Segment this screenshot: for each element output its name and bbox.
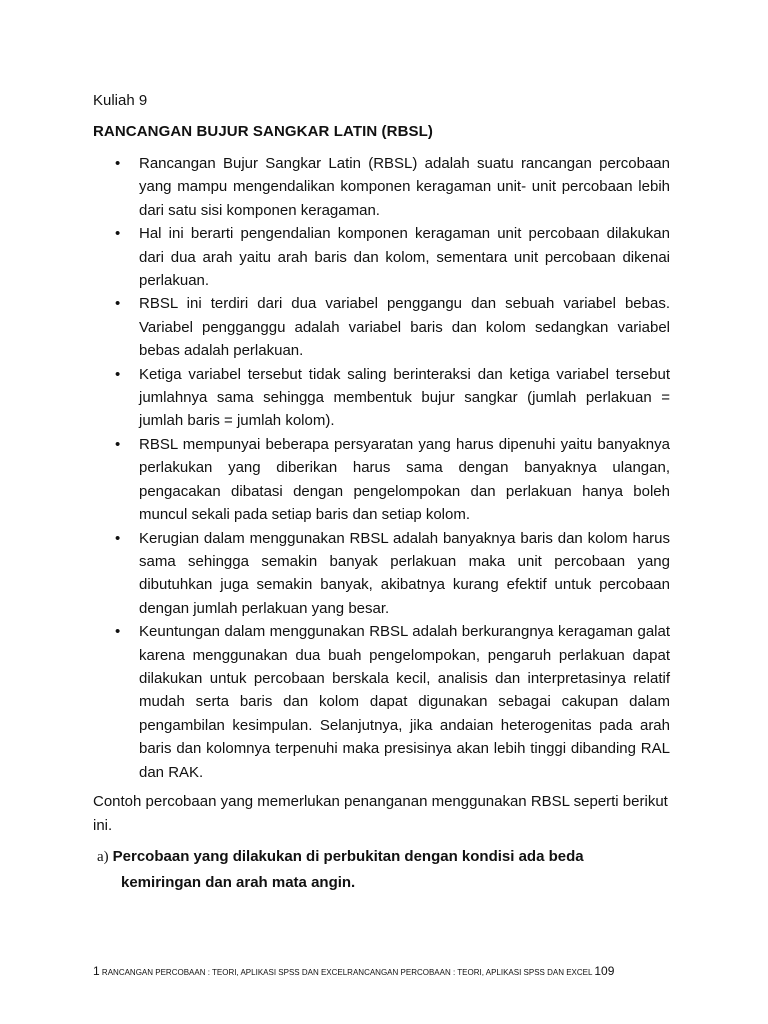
footnote-number: 1	[93, 964, 100, 978]
intro-paragraph: Contoh percobaan yang memerlukan penanganan menggunakan RBSL seperti berikut ini.	[93, 793, 668, 834]
footer	[93, 964, 683, 980]
bullet-icon: •	[115, 225, 121, 243]
list-item	[0, 152, 670, 222]
bullet-icon: •	[115, 529, 121, 547]
list-item	[0, 292, 670, 362]
bullet-icon: •	[115, 435, 121, 453]
bullet-icon: •	[115, 365, 121, 383]
page-title: RANCANGAN BUJUR SANGKAR LATIN (RBSL)	[93, 123, 433, 140]
example-label: a)	[97, 849, 109, 865]
example-line-2: kemiringan dan arah mata angin.	[121, 874, 356, 891]
bullet-icon: •	[115, 155, 121, 172]
list-item	[0, 363, 670, 433]
bullet-icon: •	[115, 623, 121, 641]
example-line-1: Percobaan yang dilakukan di perbukitan dengan kondisi ada beda	[112, 848, 584, 865]
list-item	[0, 527, 670, 621]
lecture-label: Kuliah 9	[93, 92, 148, 109]
page-number: 109	[594, 964, 615, 978]
list-item-text: Rancangan Bujur Sangkar Latin (RBSL) adalah suatu rancangan percobaan yang mampu mengendalikan komponen keragaman unit- unit percobaan lebih dari satu sisi komponen keragaman.	[139, 155, 670, 219]
list-item	[0, 433, 670, 527]
list-item	[0, 620, 670, 784]
bullet-list	[0, 152, 768, 784]
list-item-text: RBSL mempunyai beberapa persyaratan yang harus dipenuhi yaitu banyaknya perlakukan yang diberikan harus sama dengan banyaknya ulangan, pengacakan dibatasi dengan pengelompokan dan perlakuan hanya boleh muncul sekali pada setiap baris dan setiap kolom.	[139, 435, 670, 524]
list-item-text: Kerugian dalam menggunakan RBSL adalah banyaknya baris dan kolom harus sama sehingga semakin banyak perlakuan maka unit percobaan yang dibutuhkan juga semakin banyak, akibatnya kurang efektif untuk percobaan dengan jumlah perlakuan yang besar.	[139, 529, 670, 617]
list-item	[0, 222, 670, 292]
list-item-text: Ketiga variabel tersebut tidak saling berinteraksi dan ketiga variabel tersebut jumlahnya sama sehingga membentuk bujur sangkar (jumlah perlakuan = jumlah baris = jumlah kolom).	[139, 365, 670, 430]
list-item-text: Keuntungan dalam menggunakan RBSL adalah berkurangnya keragaman galat karena menggunakan dua buah pengelompokan, pengaruh perlakuan dapat dilakukan untuk percobaan berskala kecil, analisis dan interpretasinya relatif mudah serta baris dan kolom dapat digunakan sebagai cakupan dalam pengambilan kesimpulan. Selanjutnya, jika andaian heterogenitas pada arah baris dan kolomnya terpenuhi maka presisinya akan lebih tinggi dibanding RAL dan RAK.	[139, 623, 670, 781]
list-item-text: RBSL ini terdiri dari dua variabel penggangu dan sebuah variabel bebas. Variabel pengganggu adalah variabel baris dan kolom sedangkan variabel bebas adalah perlakuan.	[139, 295, 670, 360]
list-item-text: Hal ini berarti pengendalian komponen keragaman unit percobaan dilakukan dari dua arah yaitu arah baris dan kolom, sementara unit percobaan dikenai perlakuan.	[139, 225, 670, 290]
bullet-icon: •	[115, 295, 121, 313]
example-item	[97, 844, 584, 895]
footer-text: RANCANGAN PERCOBAAN : TEORI, APLIKASI SPSS DAN EXCELRANCANGAN PERCOBAAN : TEORI, APLIKASI SPSS DAN EXCEL	[101, 968, 593, 977]
